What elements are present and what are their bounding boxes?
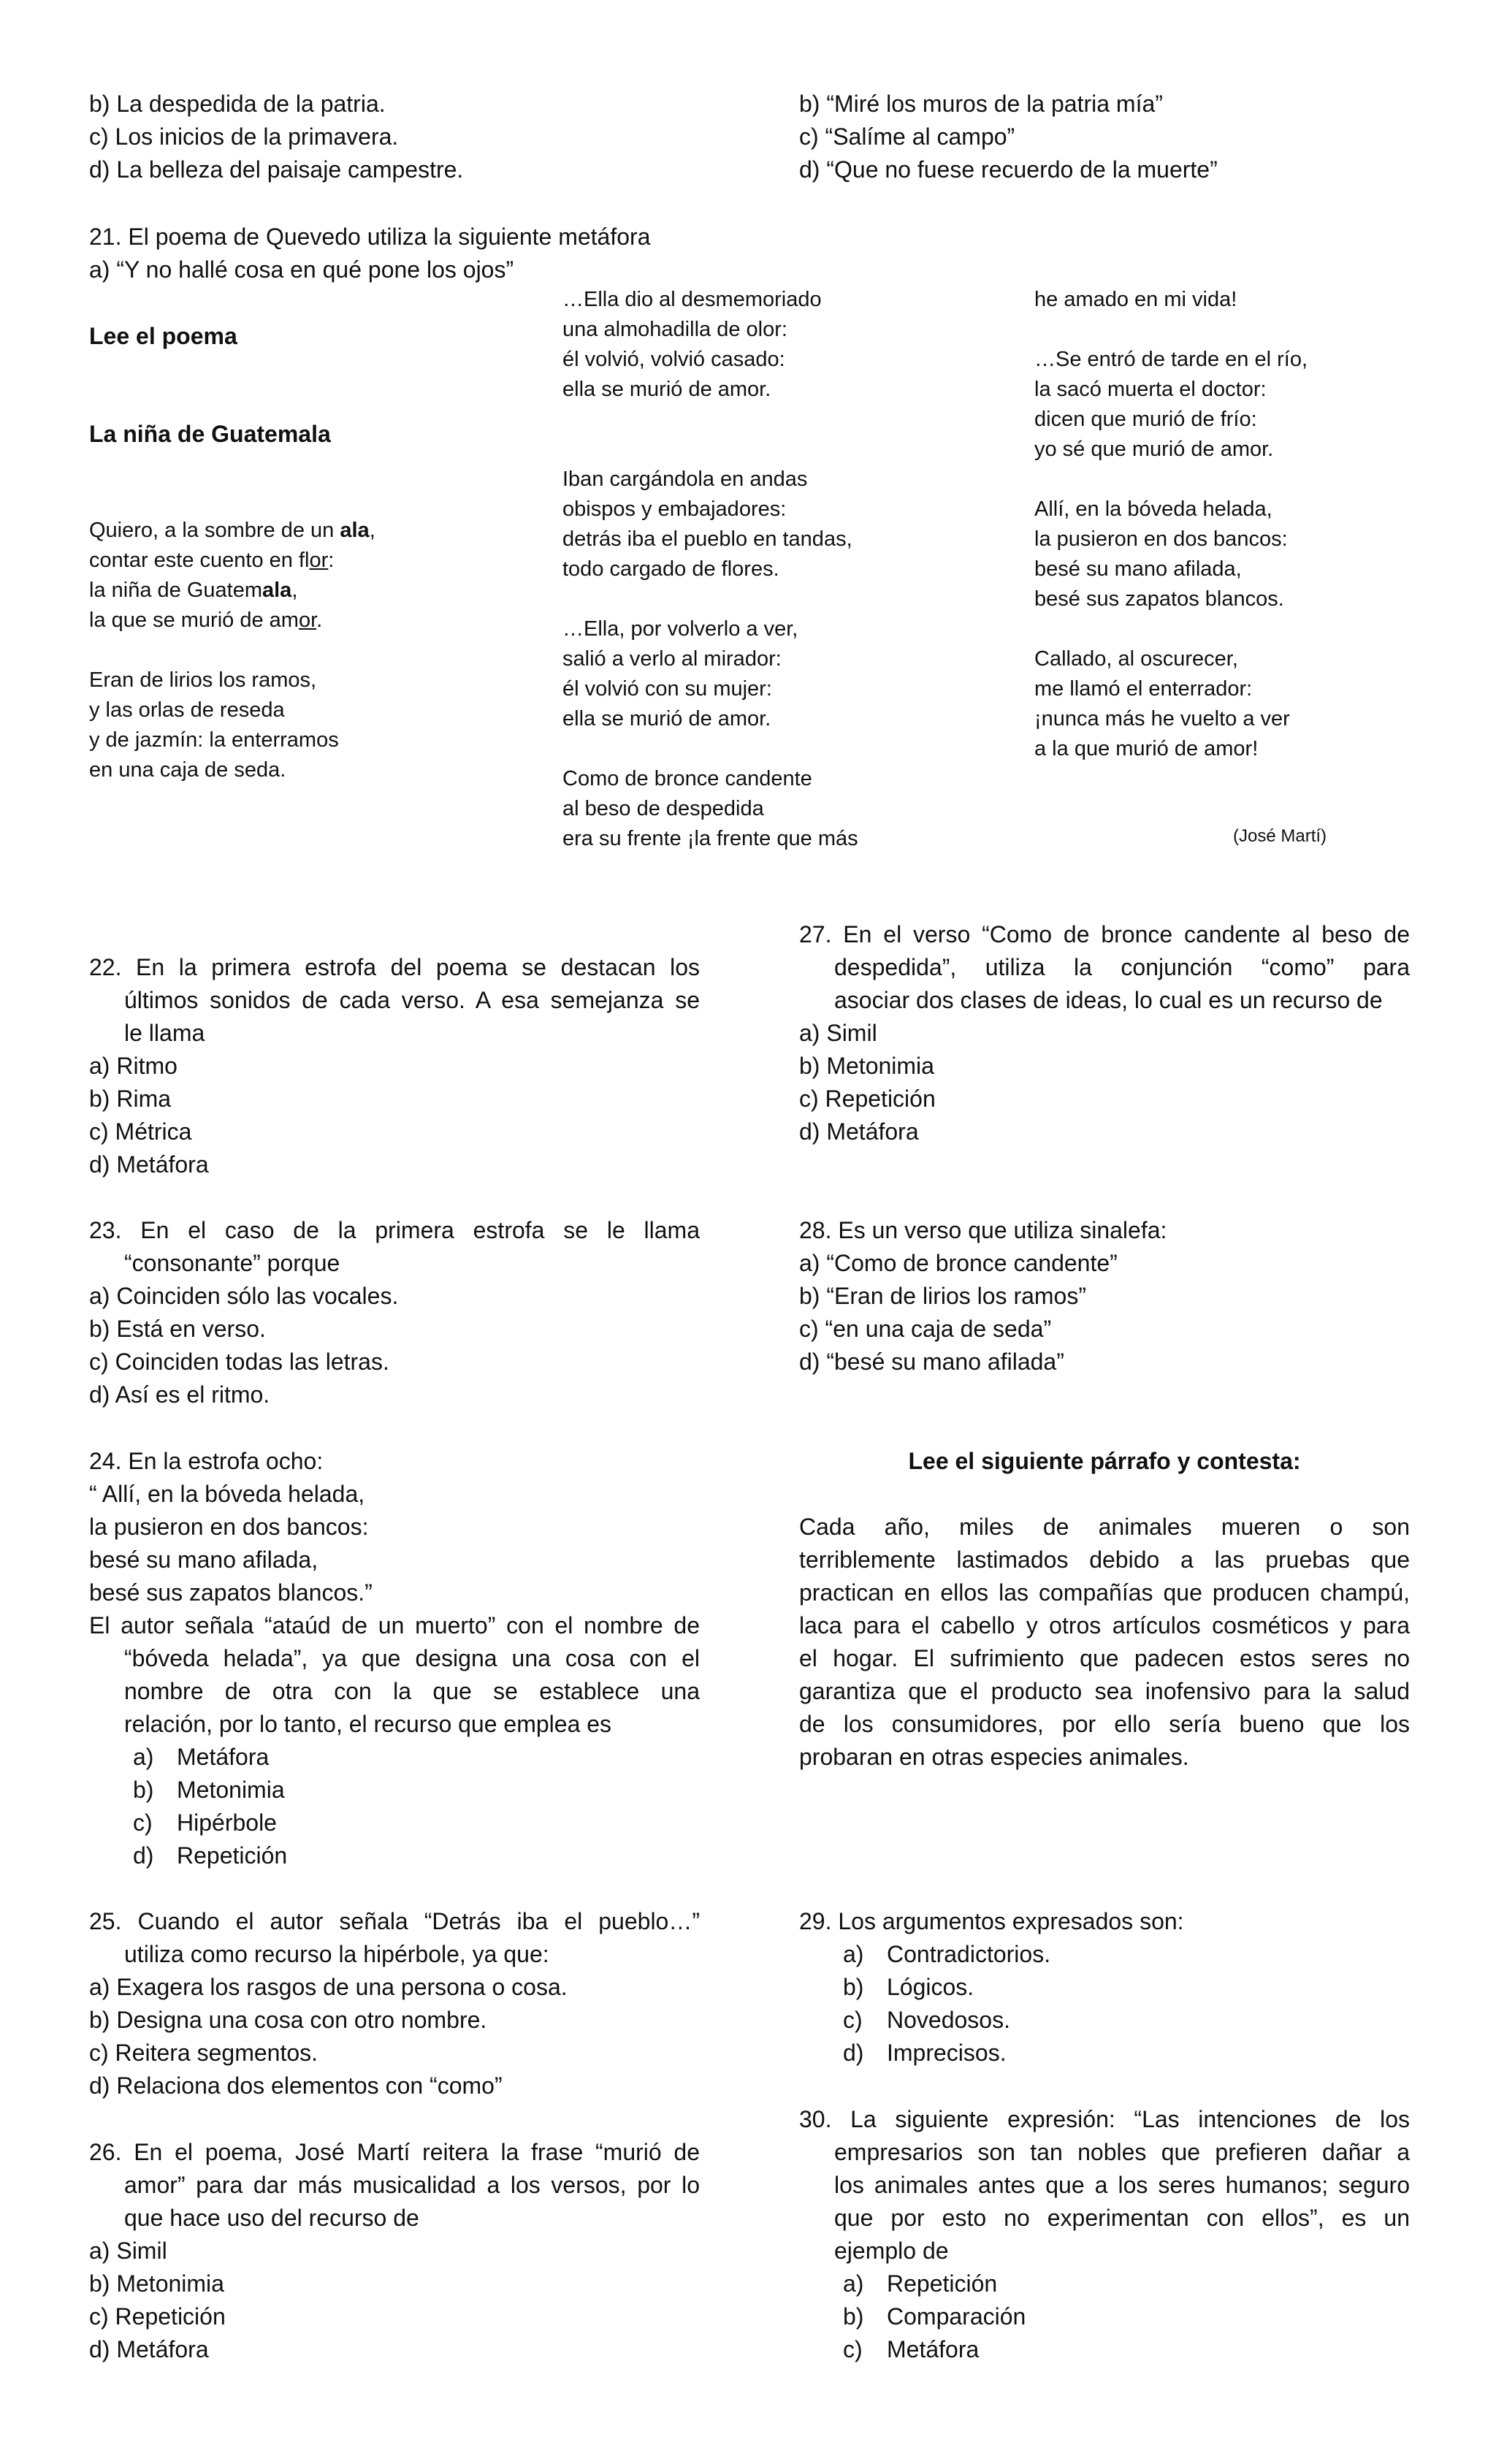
question-23 [89, 1214, 700, 1411]
poem-instruction: Lee el poema [89, 323, 237, 349]
option-a: a) Repetición [843, 2270, 998, 2297]
poem-verse: besé su mano afilada, [1034, 557, 1242, 581]
question-stem: 30. La siguiente expresión: “Las intenciones de los [799, 2106, 1410, 2132]
poem-verse: a la que murió de amor! [1034, 737, 1259, 760]
reading-heading: Lee el siguiente párrafo y contesta: [908, 1448, 1301, 1474]
option-b: b) Está en verso. [89, 1316, 266, 1342]
option-b: b) “Eran de lirios los ramos” [799, 1283, 1086, 1309]
paragraph-line: laca para el cabello y otros artículos cosméticos y para [799, 1612, 1410, 1639]
question-stem: “consonante” porque [124, 1250, 340, 1276]
poem-verse: detrás iba el pueblo en tandas, [562, 527, 852, 551]
question-stem: los animales antes que a los seres humanos; seguro [834, 2172, 1410, 2198]
option-list [89, 1741, 700, 1872]
option-c: c) Repetición [799, 1086, 936, 1112]
option-d: d) Metáfora [799, 1118, 919, 1145]
option-a: a) Simil [89, 2238, 167, 2264]
question-stem: 28. Es un verso que utiliza sinalefa: [799, 1217, 1167, 1243]
poem-title: La niña de Guatemala [89, 421, 331, 447]
poem-verse: besé sus zapatos blancos. [1034, 587, 1284, 611]
poem-verse: Quiero, a la sombre de un ala, [89, 519, 375, 542]
question-21 [89, 221, 747, 286]
option-b: b) Designa una cosa con otro nombre. [89, 2007, 487, 2033]
question-stem: 27. En el verso “Como de bronce candente al beso de [799, 921, 1410, 947]
question-stem: 24. En la estrofa ocho: [89, 1448, 324, 1474]
poem-verse: he amado en mi vida! [1034, 288, 1237, 311]
poem-column-1 [89, 516, 375, 785]
option-a: a) “Y no hallé cosa en qué pone los ojos” [89, 256, 514, 283]
poem-verse: contar este cuento en flor: [89, 549, 335, 572]
question-stem: despedida”, utiliza la conjunción “como” para [834, 954, 1410, 980]
poem-verse: él volvió, volvió casado: [562, 348, 785, 371]
option-a: a) Simil [799, 1020, 877, 1046]
quote-line: besé sus zapatos blancos.” [89, 1579, 373, 1606]
poem-verse: y de jazmín: la enterramos [89, 728, 339, 752]
reading-paragraph [799, 1511, 1410, 1774]
paragraph-line: practican en ellos las compañías que producen champú, [799, 1579, 1410, 1606]
question-stem: 26. En el poema, José Martí reitera la frase “murió de [89, 2139, 700, 2165]
option-d: d) Imprecisos. [843, 2040, 1007, 2066]
paragraph-line: terriblemente lastimados debido a las pruebas que [799, 1546, 1410, 1573]
question-26 [89, 2136, 700, 2366]
option-d: d) “besé su mano afilada” [799, 1349, 1064, 1375]
option-c: c) Coinciden todas las letras. [89, 1349, 389, 1375]
option-a: a) Contradictorios. [843, 1941, 1051, 1967]
question-25 [89, 1905, 700, 2102]
top-left-options [89, 88, 717, 186]
poem-verse: Iban cargándola en andas [562, 468, 808, 491]
poem-verse: la niña de Guatemala, [89, 579, 298, 602]
question-stem: empresarios son tan nobles que prefieren dañar a [834, 2139, 1410, 2165]
option-a: a) Metáfora [133, 1744, 270, 1770]
question-22 [89, 951, 700, 1181]
poem-verse: Como de bronce candente [562, 767, 812, 790]
question-stem: que hace uso del recurso de [124, 2205, 419, 2231]
question-stem: ejemplo de [834, 2238, 949, 2264]
option-b: b) Metonimia [89, 2270, 224, 2297]
option-c: c) Repetición [89, 2303, 226, 2330]
option-a: a) “Como de bronce candente” [799, 1250, 1118, 1276]
option-d: d) Metáfora [89, 2336, 209, 2362]
poem-verse: todo cargado de flores. [562, 557, 779, 581]
option-b: b) Rima [89, 1086, 172, 1112]
quote-line: “ Allí, en la bóveda helada, [89, 1481, 365, 1507]
question-24 [89, 1445, 700, 1872]
poem-verse: ella se murió de amor. [562, 707, 771, 731]
option-d: d) Así es el ritmo. [89, 1381, 270, 1408]
paragraph-line: garantiza que el producto sea inofensivo para la salud [799, 1678, 1410, 1704]
option-a: a) Coinciden sólo las vocales. [89, 1283, 399, 1309]
question-stem: últimos sonidos de cada verso. A esa semejanza se [124, 987, 700, 1013]
poem-verse: una almohadilla de olor: [562, 318, 787, 341]
option-b: b) Metonimia [799, 1053, 934, 1079]
poem-verse: ¡nunca más he vuelto a ver [1034, 707, 1290, 731]
question-stem: utiliza como recurso la hipérbole, ya que: [124, 1941, 549, 1967]
option-d: d) Relaciona dos elementos con “como” [89, 2072, 503, 2099]
option-line: c) Los inicios de la primavera. [89, 123, 399, 150]
question-stem: nombre de otra con la que se establece una [124, 1678, 700, 1704]
option-c: c) Reitera segmentos. [89, 2040, 318, 2066]
option-line: c) “Salíme al campo” [799, 123, 1015, 150]
poem-verse: me llamó el enterrador: [1034, 677, 1253, 701]
poem-verse: Eran de lirios los ramos, [89, 668, 317, 692]
option-a: a) Ritmo [89, 1053, 178, 1079]
question-30 [799, 2103, 1410, 2366]
option-c: c) Metáfora [843, 2336, 980, 2362]
poem-author: (José Martí) [1233, 826, 1327, 846]
poem-verse: él volvió con su mujer: [562, 677, 772, 701]
poem-verse: era su frente ¡la frente que más [562, 827, 858, 850]
option-c: c) Métrica [89, 1118, 192, 1145]
question-stem: 23. En el caso de la primera estrofa se le llama [89, 1217, 700, 1243]
option-list [799, 1938, 1410, 2070]
question-28 [799, 1214, 1410, 1378]
option-c: c) Hipérbole [133, 1809, 277, 1836]
paragraph-line: de los consumidores, por ello sería bueno que los [799, 1711, 1410, 1737]
option-b: b) Lógicos. [843, 1974, 974, 2000]
paragraph-line: probaran en otras especies animales. [799, 1744, 1189, 1770]
poem-verse: …Se entró de tarde en el río, [1034, 348, 1308, 371]
option-d: d) Metáfora [89, 1151, 209, 1178]
paragraph-line: el hogar. El sufrimiento que padecen estos seres no [799, 1645, 1410, 1671]
option-d: d) Repetición [133, 1842, 288, 1869]
top-right-options [799, 88, 1413, 186]
quote-line: besé su mano afilada, [89, 1546, 318, 1573]
question-stem: “bóveda helada”, ya que designa una cosa con el [124, 1645, 700, 1671]
question-stem: 29. Los argumentos expresados son: [799, 1908, 1184, 1934]
option-line: b) La despedida de la patria. [89, 91, 386, 117]
poem-verse: ella se murió de amor. [562, 378, 771, 401]
question-stem: 22. En la primera estrofa del poema se destacan los [89, 954, 700, 980]
poem-verse: la pusieron en dos bancos: [1034, 527, 1288, 551]
option-c: c) Novedosos. [843, 2007, 1010, 2033]
poem-verse: la que se murió de amor. [89, 609, 323, 632]
poem-verse: la sacó muerta el doctor: [1034, 378, 1267, 401]
poem-verse: Callado, al oscurecer, [1034, 647, 1238, 671]
option-a: a) Exagera los rasgos de una persona o cosa. [89, 1974, 568, 2000]
question-stem: amor” para dar más musicalidad a los versos, por lo [124, 2172, 700, 2198]
question-27 [799, 918, 1410, 1148]
poem-verse: salió a verlo al mirador: [562, 647, 782, 671]
poem-verse: yo sé que murió de amor. [1034, 438, 1274, 461]
option-line: d) “Que no fuese recuerdo de la muerte” [799, 156, 1218, 183]
poem-column-3 [1034, 285, 1308, 764]
quote-line: la pusieron en dos bancos: [89, 1514, 369, 1540]
poem-verse: …Ella dio al desmemoriado [562, 288, 822, 311]
poem-verse: obispos y embajadores: [562, 497, 787, 521]
option-b: b) Metonimia [133, 1777, 285, 1803]
poem-verse: …Ella, por volverlo a ver, [562, 617, 798, 641]
paragraph-line: Cada año, miles de animales mueren o son [799, 1514, 1410, 1540]
question-stem: El autor señala “ataúd de un muerto” con el nombre de [89, 1612, 700, 1639]
option-b: b) Comparación [843, 2303, 1026, 2330]
question-stem: 25. Cuando el autor señala “Detrás iba el pueblo…” [89, 1908, 700, 1934]
poem-verse: dicen que murió de frío: [1034, 408, 1257, 431]
poem-column-2 [562, 285, 858, 854]
option-line: b) “Miré los muros de la patria mía” [799, 91, 1163, 117]
question-stem: relación, por lo tanto, el recurso que emplea es [124, 1711, 612, 1737]
question-stem: 21. El poema de Quevedo utiliza la siguiente metáfora [89, 224, 651, 250]
poem-verse: en una caja de seda. [89, 758, 286, 782]
question-29 [799, 1905, 1410, 2070]
poem-verse: Allí, en la bóveda helada, [1034, 497, 1272, 521]
question-stem: asociar dos clases de ideas, lo cual es un recurso de [834, 987, 1383, 1013]
option-list [799, 2267, 1410, 2366]
option-c: c) “en una caja de seda” [799, 1316, 1052, 1342]
option-line: d) La belleza del paisaje campestre. [89, 156, 464, 183]
question-stem: que por esto no experimentan con ellos”, es un [834, 2205, 1410, 2231]
poem-verse: y las orlas de reseda [89, 698, 285, 722]
question-stem: le llama [124, 1020, 205, 1046]
poem-verse: al beso de despedida [562, 797, 764, 820]
